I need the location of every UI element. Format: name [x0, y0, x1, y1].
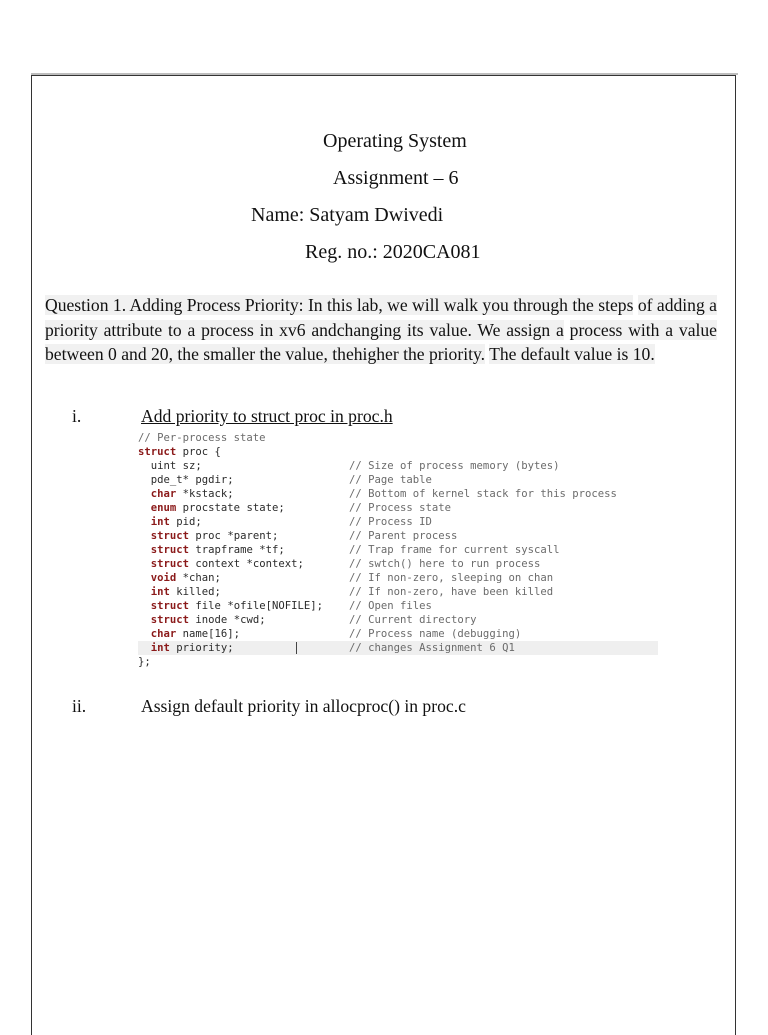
assignment-number: Assignment – 6 — [333, 167, 459, 189]
code-declaration — [138, 529, 278, 543]
code-keyword: void — [150, 572, 177, 584]
code-comment: // Open files — [349, 600, 432, 612]
code-keyword: struct — [150, 544, 190, 556]
code-line — [138, 655, 658, 669]
code-line — [138, 543, 658, 557]
code-declaration — [138, 557, 304, 571]
code-declaration — [138, 543, 285, 557]
code-comment: // Process name (debugging) — [349, 628, 522, 640]
question-line: process with a value between 0 and 20, the smaller the value, thehigher the priority. — [45, 319, 717, 364]
code-text: killed; — [169, 586, 221, 598]
code-line — [138, 473, 658, 487]
code-text: *kstack; — [176, 488, 234, 500]
question-line: Question 1. Adding Process Priority: In this lab, we will walk you through the steps — [45, 295, 634, 315]
code-comment: // changes Assignment 6 Q1 — [349, 642, 515, 654]
code-comment: // If non-zero, sleeping on chan — [349, 572, 554, 584]
code-keyword: struct — [150, 600, 190, 612]
code-text: proc { — [176, 446, 221, 458]
code-line — [138, 585, 658, 599]
document-title: Operating System — [323, 130, 467, 152]
code-text: *chan; — [176, 572, 221, 584]
code-keyword: char — [150, 628, 177, 640]
registration-number: Reg. no.: 2020CA081 — [305, 241, 481, 263]
item-number: i. — [72, 406, 82, 426]
code-text: }; — [138, 656, 151, 668]
item-text: Add priority to struct proc in proc.h — [141, 406, 393, 426]
code-text: procstate state; — [176, 502, 285, 514]
code-text: inode *cwd; — [189, 614, 266, 626]
code-line — [138, 501, 658, 515]
code-declaration — [138, 599, 323, 613]
code-comment: // Bottom of kernel stack for this process — [349, 488, 617, 500]
code-text: trapframe *tf; — [189, 544, 285, 556]
text-cursor — [296, 642, 297, 654]
student-name: Name: Satyam Dwivedi — [251, 204, 444, 226]
code-line — [138, 557, 658, 571]
code-declaration — [138, 627, 240, 641]
code-declaration — [138, 459, 202, 473]
code-text: name[16]; — [176, 628, 241, 640]
code-keyword: struct — [150, 530, 190, 542]
question-line: of adding a priority attribute to a process in xv6 andchanging its value. We assign a — [45, 295, 717, 340]
code-comment: // Process ID — [349, 516, 432, 528]
code-comment: // Per-process state — [138, 432, 266, 444]
code-line — [138, 641, 658, 655]
code-line — [138, 445, 658, 459]
code-comment: // Page table — [349, 474, 432, 486]
code-line — [138, 571, 658, 585]
code-text: pid; — [169, 516, 202, 528]
question-paragraph — [45, 293, 717, 367]
code-declaration — [138, 487, 234, 501]
code-text: file *ofile[NOFILE]; — [189, 600, 323, 612]
code-line — [138, 599, 658, 613]
code-declaration — [138, 613, 266, 627]
code-comment: // Process state — [349, 502, 452, 514]
code-keyword: enum — [150, 502, 177, 514]
code-keyword: char — [150, 488, 177, 500]
code-line — [138, 515, 658, 529]
code-screenshot — [138, 431, 658, 669]
code-text: pde_t* pgdir; — [138, 474, 234, 486]
code-text: proc *parent; — [189, 530, 279, 542]
code-line — [138, 613, 658, 627]
code-line — [138, 529, 658, 543]
question-line: The default value is 10. — [489, 344, 655, 364]
item-text: Assign default priority in allocproc() in proc.c — [141, 696, 466, 716]
code-keyword: int — [150, 516, 170, 528]
code-declaration — [138, 501, 285, 515]
code-keyword: struct — [150, 614, 190, 626]
item-number: ii. — [72, 696, 87, 716]
code-comment: // Size of process memory (bytes) — [349, 460, 560, 472]
code-declaration — [138, 571, 221, 585]
code-declaration — [138, 585, 221, 599]
code-declaration — [138, 641, 234, 655]
code-declaration — [138, 473, 234, 487]
code-text: uint sz; — [138, 460, 202, 472]
code-comment: // swtch() here to run process — [349, 558, 541, 570]
code-line — [138, 627, 658, 641]
code-keyword: int — [150, 586, 170, 598]
code-comment: // If non-zero, have been killed — [349, 586, 554, 598]
code-line — [138, 431, 658, 445]
code-comment: // Current directory — [349, 614, 477, 626]
code-keyword: int — [150, 642, 170, 654]
code-line — [138, 487, 658, 501]
code-keyword: struct — [138, 446, 177, 458]
code-keyword: struct — [150, 558, 190, 570]
code-line — [138, 459, 658, 473]
code-declaration — [138, 515, 202, 529]
code-text: context *context; — [189, 558, 304, 570]
code-comment: // Trap frame for current syscall — [349, 544, 560, 556]
code-comment: // Parent process — [349, 530, 458, 542]
code-text: priority; — [169, 642, 234, 654]
